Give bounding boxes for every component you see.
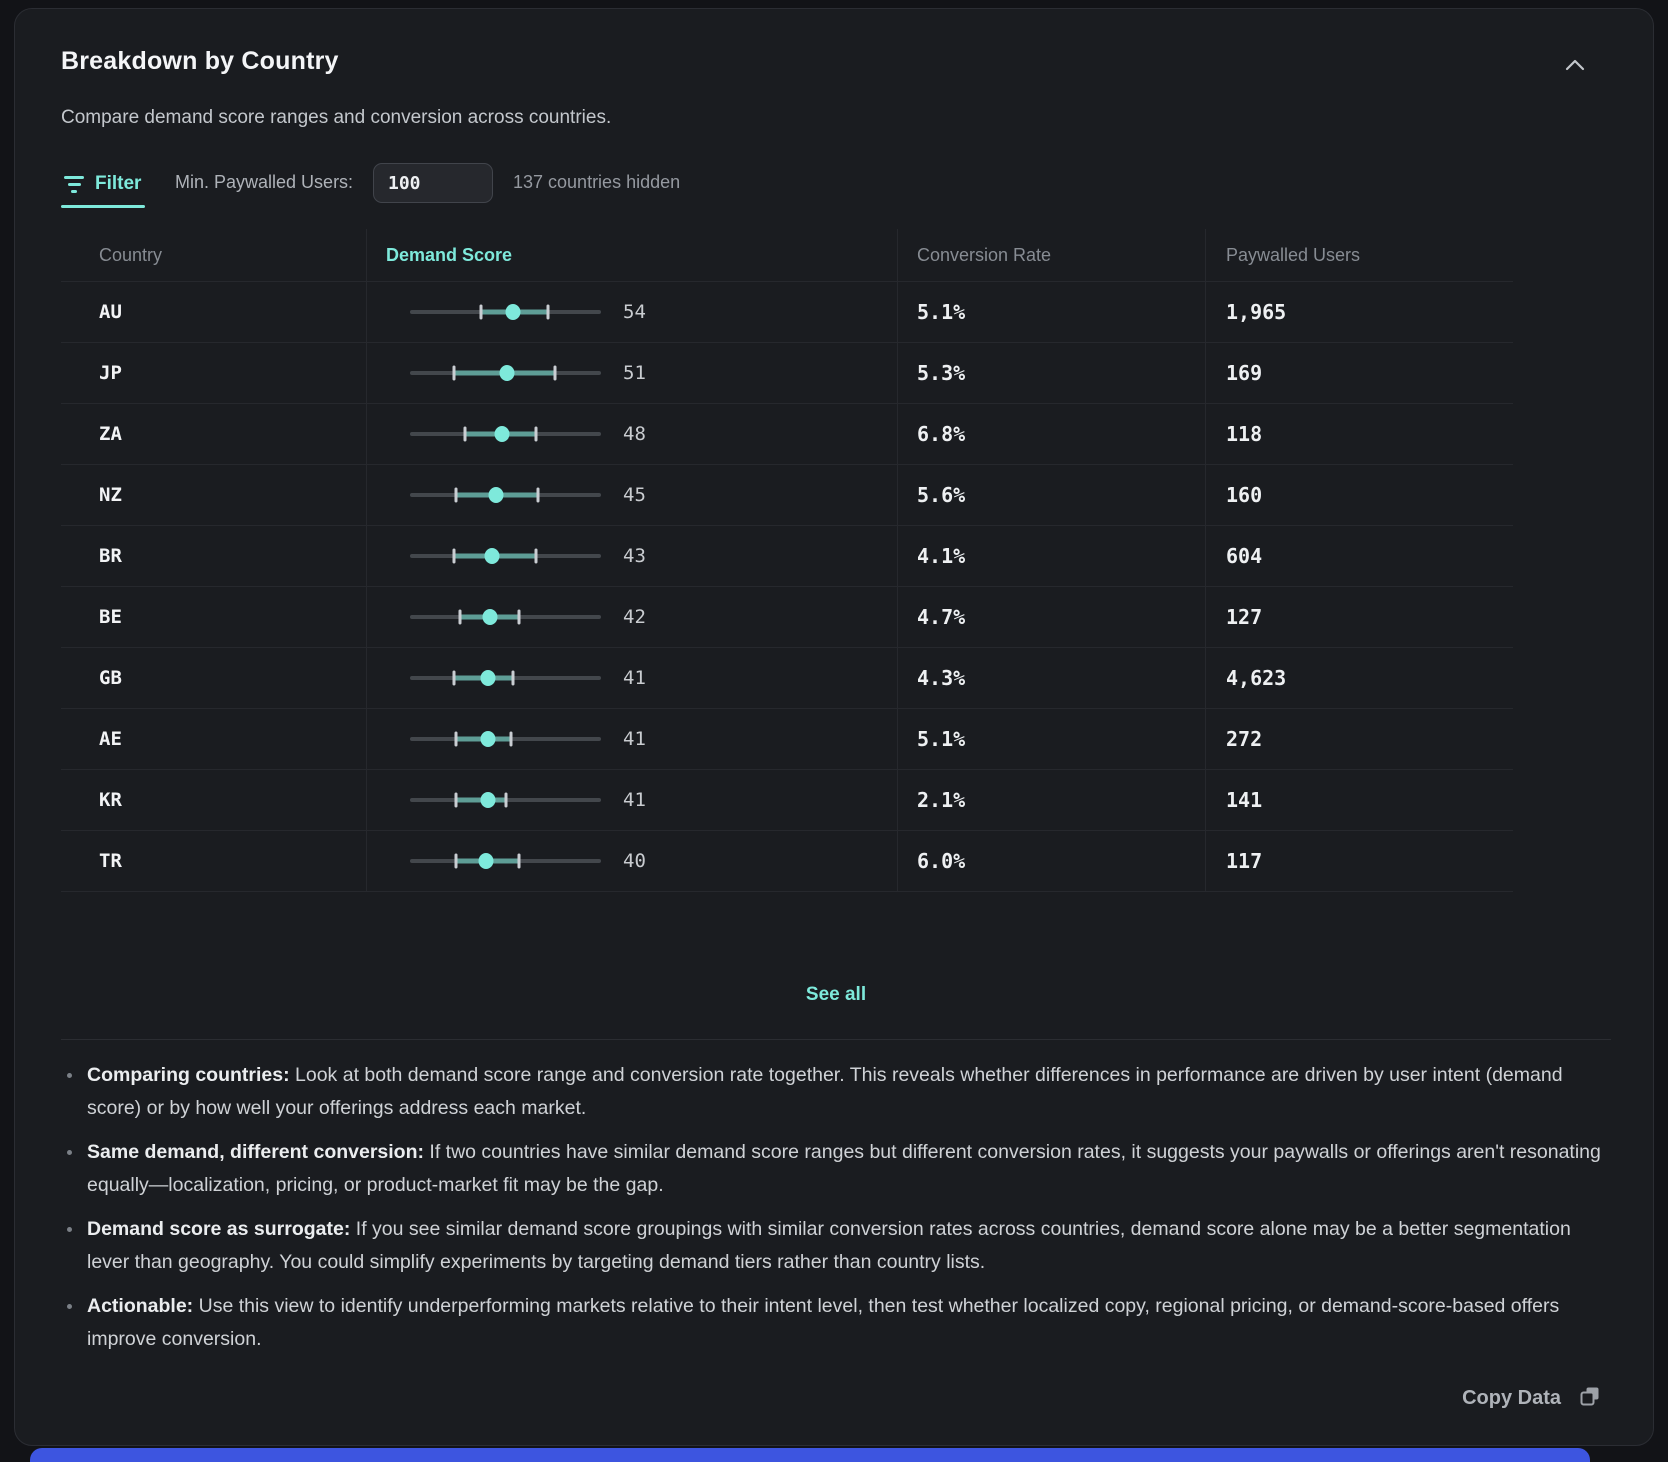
- filter-tab[interactable]: [61, 161, 143, 207]
- collapse-button[interactable]: [1559, 53, 1591, 81]
- demand-score-cell: [366, 484, 897, 506]
- range-min-tick: [454, 793, 457, 808]
- table-body: [61, 282, 1513, 892]
- chevron-up-icon: [1565, 58, 1585, 76]
- table-row: [61, 526, 1513, 587]
- range-min-tick: [452, 549, 455, 564]
- note-text: If two countries have similar demand score ranges but different conversion rates, it suggests your paywalls or offerings aren't resonating equally—localization, pricing, or product-market fit may be the gap.: [87, 1141, 1601, 1196]
- country-code: AU: [99, 301, 122, 323]
- demand-range-slider: [410, 363, 601, 383]
- insight-note: [61, 1136, 1613, 1202]
- conversion-rate-value: 5.3%: [917, 361, 966, 385]
- demand-score-cell: [366, 423, 897, 445]
- note-lead: Actionable:: [87, 1295, 194, 1317]
- demand-score-cell: [366, 545, 897, 567]
- range-min-tick: [452, 671, 455, 686]
- demand-score-dot: [483, 609, 498, 625]
- demand-score-value: 41: [623, 667, 646, 689]
- filter-funnel-icon: [63, 176, 85, 193]
- min-paywalled-input[interactable]: [373, 163, 493, 203]
- range-max-tick: [512, 671, 515, 686]
- demand-score-cell: [366, 789, 897, 811]
- range-max-tick: [535, 549, 538, 564]
- column-header-demand-score[interactable]: Demand Score: [386, 244, 513, 265]
- range-max-tick: [535, 427, 538, 442]
- notes-divider: [61, 1039, 1611, 1040]
- conversion-rate-value: 4.1%: [917, 544, 966, 568]
- demand-score-cell: [366, 606, 897, 628]
- paywalled-users-value: 1,965: [1226, 300, 1287, 324]
- country-code: AE: [99, 728, 122, 750]
- breakdown-by-country-card: [14, 8, 1654, 1446]
- copy-icon: [1579, 1385, 1601, 1412]
- range-max-tick: [546, 305, 549, 320]
- demand-range-slider: [410, 546, 601, 566]
- country-code: BR: [99, 545, 122, 567]
- table-row: [61, 282, 1513, 343]
- card-subtitle: Compare demand score ranges and conversion across countries.: [61, 107, 612, 128]
- country-code: NZ: [99, 484, 122, 506]
- paywalled-users-value: 160: [1226, 483, 1263, 507]
- demand-score-dot: [506, 304, 521, 320]
- conversion-rate-value: 6.0%: [917, 849, 966, 873]
- table-row: [61, 587, 1513, 648]
- demand-score-dot: [488, 487, 503, 503]
- demand-score-cell: [366, 850, 897, 872]
- column-divider: [897, 229, 898, 892]
- range-max-tick: [517, 610, 520, 625]
- paywalled-users-value: 118: [1226, 422, 1263, 446]
- insight-note: [61, 1213, 1613, 1279]
- copy-data-button[interactable]: [1462, 1383, 1601, 1413]
- note-text: Use this view to identify underperforming markets relative to their intent level, then test whether localized copy, regional pricing, or demand-score-based offers improve conversion.: [87, 1295, 1560, 1350]
- paywalled-users-value: 117: [1226, 849, 1263, 873]
- column-divider: [366, 229, 367, 892]
- column-divider: [1205, 229, 1206, 892]
- note-lead: Same demand, different conversion:: [87, 1141, 424, 1163]
- demand-range-slider: [410, 851, 601, 871]
- conversion-rate-value: 5.1%: [917, 300, 966, 324]
- range-min-tick: [454, 488, 457, 503]
- range-min-tick: [454, 854, 457, 869]
- table-row: [61, 709, 1513, 770]
- table-row: [61, 648, 1513, 709]
- filter-tab-indicator: [61, 205, 145, 208]
- demand-score-value: 41: [623, 789, 646, 811]
- demand-score-value: 54: [623, 301, 646, 323]
- conversion-rate-value: 5.1%: [917, 727, 966, 751]
- page-title: Breakdown by Country: [61, 47, 339, 75]
- table-row: [61, 831, 1513, 892]
- demand-range-slider: [410, 424, 601, 444]
- copy-data-label: Copy Data: [1462, 1386, 1561, 1409]
- paywalled-users-value: 272: [1226, 727, 1263, 751]
- range-max-tick: [504, 793, 507, 808]
- demand-score-dot: [494, 426, 509, 442]
- range-max-tick: [510, 732, 513, 747]
- table-row: [61, 343, 1513, 404]
- paywalled-users-value: 127: [1226, 605, 1263, 629]
- demand-score-cell: [366, 667, 897, 689]
- paywalled-users-value: 604: [1226, 544, 1263, 568]
- see-all-row: [61, 984, 1611, 1006]
- range-min-tick: [464, 427, 467, 442]
- column-header-paywalled-users[interactable]: Paywalled Users: [1226, 244, 1361, 265]
- country-code: KR: [99, 789, 122, 811]
- range-max-tick: [536, 488, 539, 503]
- conversion-rate-value: 5.6%: [917, 483, 966, 507]
- min-paywalled-label: Min. Paywalled Users:: [175, 172, 354, 192]
- demand-range-slider: [410, 607, 601, 627]
- range-min-tick: [454, 732, 457, 747]
- range-min-tick: [479, 305, 482, 320]
- demand-score-value: 42: [623, 606, 646, 628]
- paywalled-users-value: 169: [1226, 361, 1263, 385]
- column-header-country[interactable]: Country: [99, 244, 163, 265]
- demand-score-dot: [481, 670, 496, 686]
- country-code: JP: [99, 362, 122, 384]
- demand-score-value: 48: [623, 423, 646, 445]
- conversion-rate-value: 6.8%: [917, 422, 966, 446]
- conversion-rate-value: 4.3%: [917, 666, 966, 690]
- range-max-tick: [517, 854, 520, 869]
- country-table: [61, 229, 1513, 892]
- table-row: [61, 770, 1513, 831]
- demand-score-value: 51: [623, 362, 646, 384]
- demand-score-cell: [366, 362, 897, 384]
- filter-row: [61, 161, 1609, 207]
- paywalled-users-value: 141: [1226, 788, 1263, 812]
- note-text: If you see similar demand score groupings with similar conversion rates across countries, demand score alone may be a better segmentation lever than geography. You could simplify experiments by targeting demand tiers rather than country lists.: [87, 1218, 1571, 1273]
- demand-range-slider: [410, 790, 601, 810]
- conversion-rate-value: 2.1%: [917, 788, 966, 812]
- insight-note: [61, 1290, 1613, 1356]
- table-row: [61, 465, 1513, 526]
- range-min-tick: [458, 610, 461, 625]
- note-lead: Comparing countries:: [87, 1064, 290, 1086]
- demand-score-cell: [366, 728, 897, 750]
- countries-hidden-note: 137 countries hidden: [513, 172, 681, 192]
- demand-score-dot: [500, 365, 515, 381]
- demand-score-value: 45: [623, 484, 646, 506]
- table-header-row: [61, 229, 1513, 282]
- demand-score-value: 40: [623, 850, 646, 872]
- insight-notes-list: [61, 1059, 1613, 1367]
- demand-score-cell: [366, 301, 897, 323]
- insight-note: [61, 1059, 1613, 1125]
- demand-range-slider: [410, 302, 601, 322]
- country-code: BE: [99, 606, 122, 628]
- table-row: [61, 404, 1513, 465]
- see-all-link[interactable]: See all: [805, 984, 867, 1005]
- column-header-conversion-rate[interactable]: Conversion Rate: [917, 244, 1052, 265]
- range-min-tick: [452, 366, 455, 381]
- demand-score-dot: [479, 853, 494, 869]
- demand-score-dot: [485, 548, 500, 564]
- next-section-peek: [30, 1448, 1590, 1462]
- conversion-rate-value: 4.7%: [917, 605, 966, 629]
- demand-score-value: 43: [623, 545, 646, 567]
- country-code: GB: [99, 667, 122, 689]
- paywalled-users-value: 4,623: [1226, 666, 1287, 690]
- demand-score-dot: [481, 792, 496, 808]
- filter-tab-label: Filter: [95, 173, 142, 194]
- note-text: Look at both demand score range and conversion rate together. This reveals whether differences in performance are driven by user intent (demand score) or by how well your offerings address each market.: [87, 1064, 1563, 1119]
- country-code: TR: [99, 850, 122, 872]
- country-code: ZA: [99, 423, 122, 445]
- demand-range-slider: [410, 668, 601, 688]
- demand-range-slider: [410, 485, 601, 505]
- demand-range-slider: [410, 729, 601, 749]
- demand-score-value: 41: [623, 728, 646, 750]
- range-max-tick: [554, 366, 557, 381]
- demand-score-dot: [481, 731, 496, 747]
- note-lead: Demand score as surrogate:: [87, 1218, 351, 1240]
